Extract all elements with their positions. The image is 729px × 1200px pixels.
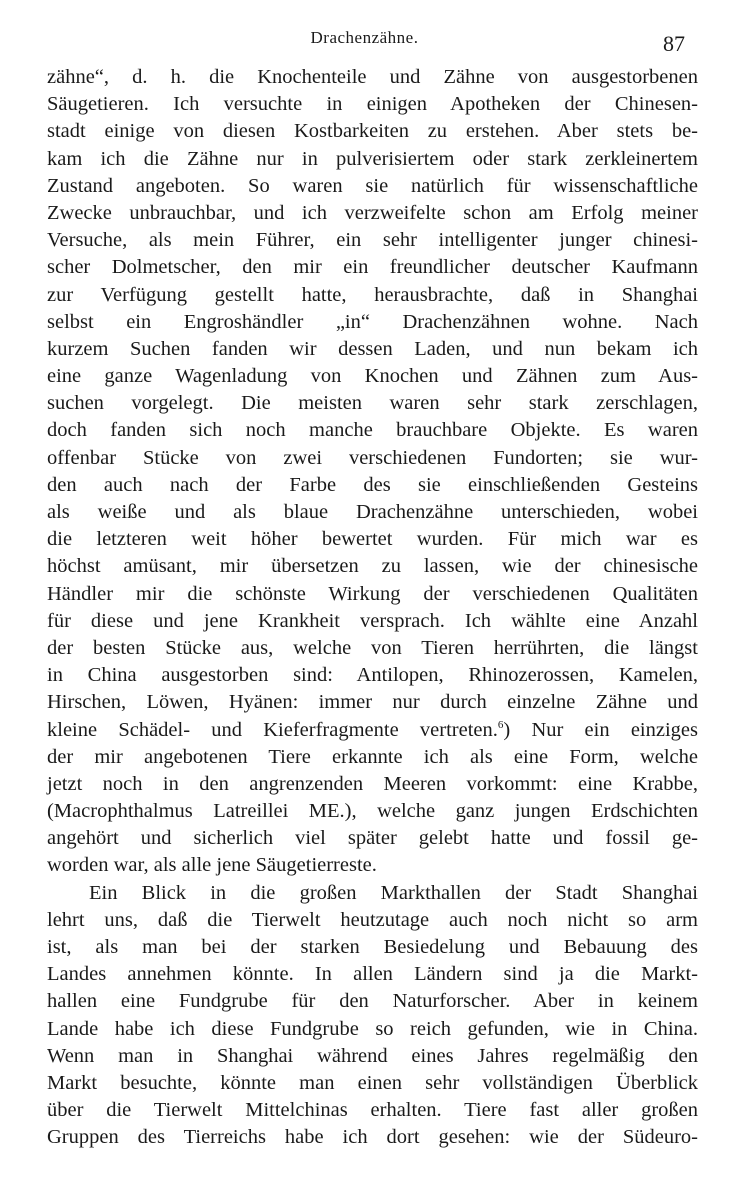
text-line: Versuche, als mein Führer, ein sehr intelligenter junger chinesi- [47, 229, 698, 252]
text-line: den auch nach der Farbe des sie einschließenden Gesteins [47, 473, 698, 496]
text-line: kam ich die Zähne nur in pulverisiertem oder stark zerkleinertem [47, 147, 698, 170]
page-number: 87 [663, 31, 685, 56]
text-line: angehört und sicherlich viel später gelebt hatte und fossil ge- [47, 827, 698, 850]
text-line: Landes annehmen könnte. In allen Ländern sind ja die Markt- [47, 963, 698, 986]
text-line: Ein Blick in die großen Markthallen der Stadt Shanghai [89, 881, 698, 904]
text-line: Händler mir die schönste Wirkung der verschiedenen Qualitäten [47, 582, 698, 605]
text-line: offenbar Stücke von zwei verschiedenen Fundorten; sie wur- [47, 446, 698, 469]
text-line: jetzt noch in den angrenzenden Meeren vorkommt: eine Krabbe, [47, 772, 698, 795]
text-line: höchst amüsant, mir übersetzen zu lassen, wie der chinesische [47, 555, 698, 578]
text-line: der mir angebotenen Tiere erkannte ich als eine Form, welche [47, 745, 698, 768]
text-line: eine ganze Wagenladung von Knochen und Zähnen zum Aus- [47, 365, 698, 388]
text-line: Markt besuchte, könnte man einen sehr vollständigen Überblick [47, 1071, 698, 1094]
text-line: lehrt uns, daß die Tierwelt heutzutage auch noch nicht so arm [47, 908, 698, 931]
text-line: in China ausgestorben sind: Antilopen, Rhinozerossen, Kamelen, [47, 664, 698, 687]
text-line-with-footnote [47, 717, 698, 744]
text-span: ) Nur ein einziges [503, 718, 698, 741]
text-line: Säugetieren. Ich versuchte in einigen Apotheken der Chinesen- [47, 93, 698, 116]
body-text [47, 64, 698, 1152]
text-line: suchen vorgelegt. Die meisten waren sehr stark zerschlagen, [47, 392, 698, 415]
text-line: die letzteren weit höher bewertet wurden. Für mich war es [47, 528, 698, 551]
text-line: ist, als man bei der starken Besiedelung und Bebauung des [47, 936, 698, 958]
text-line: (Macrophthalmus Latreillei ME.), welche ganz jungen Erdschichten [47, 800, 698, 823]
text-line: hallen eine Fundgrube für den Naturforscher. Aber in keinem [47, 990, 698, 1013]
text-line: zur Verfügung gestellt hatte, herausbrachte, daß in Shanghai [47, 283, 698, 306]
footnote-marker: 6 [497, 718, 504, 731]
text-line: für diese und jene Krankheit versprach. Ich wählte eine Anzahl [47, 609, 698, 632]
text-span: kleine Schädel- und Kieferfragmente vertreten. [47, 718, 498, 741]
text-line: Zwecke unbrauchbar, und ich verzweifelte schon am Erfolg meiner [47, 201, 698, 224]
text-line: worden war, als alle jene Säugetierreste. [47, 854, 377, 877]
text-line: Lande habe ich diese Fundgrube so reich gefunden, wie in China. [47, 1017, 698, 1040]
text-line: doch fanden sich noch manche brauchbare Objekte. Es waren [47, 419, 698, 442]
text-line: Gruppen des Tierreichs habe ich dort gesehen: wie der Südeuro- [47, 1126, 698, 1149]
text-line: über die Tierwelt Mittelchinas erhalten. Tiere fast aller großen [47, 1099, 698, 1122]
text-line: der besten Stücke aus, welche von Tieren herrührten, die längst [47, 636, 698, 659]
text-line: scher Dolmetscher, den mir ein freundlicher deutscher Kaufmann [47, 256, 698, 279]
text-line: Wenn man in Shanghai während eines Jahres regelmäßig den [47, 1044, 698, 1067]
text-line: selbst ein Engroshändler „in“ Drachenzähnen wohne. Nach [47, 310, 698, 333]
text-line: Zustand angeboten. So waren sie natürlich für wissenschaftliche [47, 174, 698, 197]
text-line: kurzem Suchen fanden wir dessen Laden, und nun bekam ich [47, 337, 698, 360]
text-line: stadt einige von diesen Kostbarkeiten zu erstehen. Aber stets be- [47, 120, 698, 143]
running-title: Drachenzähne. [310, 28, 419, 47]
text-line: als weiße und als blaue Drachenzähne unterschieden, wobei [47, 501, 698, 523]
text-line: zähne“, d. h. die Knochenteile und Zähne von ausgestorbenen [47, 66, 698, 88]
text-line: Hirschen, Löwen, Hyänen: immer nur durch einzelne Zähne und [47, 691, 698, 714]
